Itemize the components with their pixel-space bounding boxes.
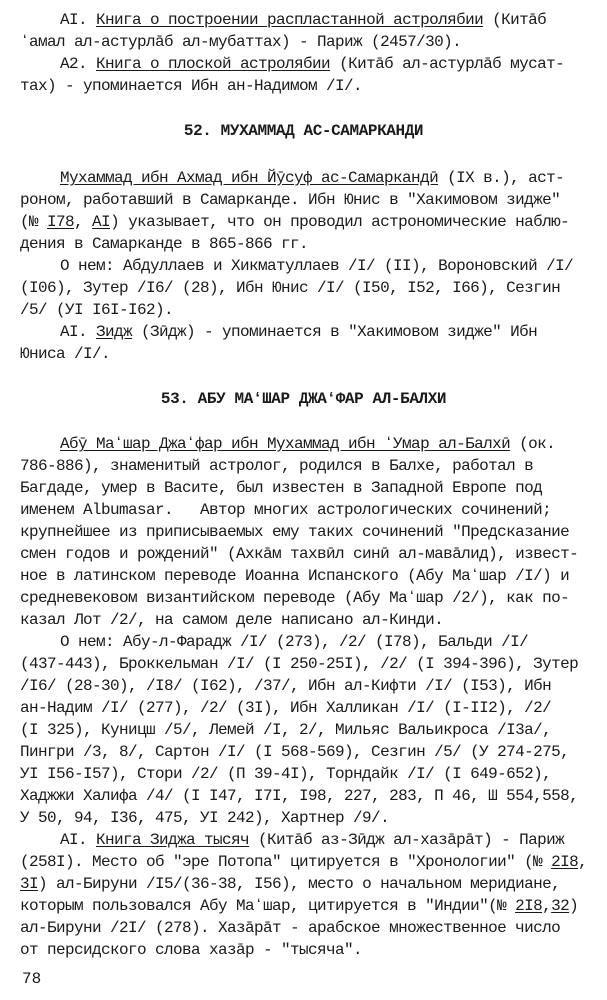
text-line	[20, 918, 560, 938]
underlined-title: Книга о построении распластанной астролябии	[96, 11, 484, 29]
text-run: ан-Надим /I/ (277), /2/ (3I), Ибн Халликан /I/ (I-II2), /2/	[20, 699, 552, 717]
text-run: ) указывает, что он проводил астрономические наблю-	[110, 213, 570, 231]
text-run: )	[569, 897, 579, 915]
text-line	[60, 54, 564, 74]
text-run: ,	[74, 213, 93, 231]
underlined-title: Абӯ Маʻшар Джаʻфар ибн Мухаммад ибн ʻУмар ал-Балхӣ	[60, 435, 511, 453]
text-run: (437-443), Броккельман /I/ (I 250-25I), /2/ (I 394-396), Зутер	[20, 655, 579, 673]
text-line	[20, 478, 542, 498]
underlined-title: Книга Зиджа тысяч	[96, 831, 250, 849]
text-line	[60, 632, 528, 652]
text-run: (I 325), Куницш /5/, Лемей /I, 2/, Мильяс Вальикроса /I3a/,	[20, 721, 552, 739]
section-heading: 52. МУХАММАД АС-САМАРКАНДИ	[183, 122, 424, 140]
text-run: /5/ (УI I6I-I62).	[20, 301, 174, 319]
text-line	[20, 896, 578, 916]
text-run: (Китāб аз-Зӣдж ал-хазāрāт) - Париж	[249, 831, 565, 849]
text-run: дения в Самарканде в 865-866 гг.	[20, 235, 309, 253]
text-run: 786-886), знаменитый астролог, родился в Балхе, работал в	[20, 457, 534, 475]
text-line	[20, 76, 362, 96]
text-run: УI I56-I57), Стори /2/ (П 39-4I), Торндайк /I/ (I 649-652),	[20, 765, 552, 783]
text-line	[60, 256, 573, 276]
underlined-title: Зидж	[96, 323, 133, 341]
text-line	[20, 610, 443, 630]
text-run: (Китāб ал-астурлāб мусат-	[330, 55, 565, 73]
text-run: У 50, 94, I36, 475, УI 242), Хартнер /9/.	[20, 809, 390, 827]
text-line	[20, 300, 173, 320]
text-run: О нем: Абдуллаев и Хикматуллаев /I/ (II), Вороновский /I/	[60, 257, 574, 275]
text-run: (I06), Зутер /I6/ (28), Ибн Юнис /I/ (I50, I52, I66), Сезгин	[20, 279, 561, 297]
text-run: Хаджжи Халифа /4/ (I I47, I7I, I98, 227, 283, П 46, Ш 554,558,	[20, 787, 579, 805]
text-line	[20, 500, 551, 520]
text-run: A2.	[60, 55, 97, 73]
page-number: 78	[22, 970, 42, 988]
text-run: ) ал-Бируни /I5/(36-38, I56), место о начальном меридиане,	[38, 875, 561, 893]
text-run: ,	[542, 897, 552, 915]
text-line	[20, 212, 569, 232]
text-run: которым пользовался Абу Маʻшар, цитируется в "Индии"(№	[20, 897, 516, 915]
text-run: (258I). Место об "эре Потопа" цитируется в "Хронологии" (№	[20, 853, 552, 871]
text-run: Пингри /3, 8/, Сартон /I/ (I 568-569), Сезгин /5/ (У 274-275,	[20, 743, 570, 761]
text-line	[60, 830, 564, 850]
text-line	[20, 852, 587, 872]
text-run: ,	[578, 853, 588, 871]
text-run: (IX в.), аст-	[438, 169, 565, 187]
underlined-title: Мухаммад ибн Ахмад ибн Йӯсуф ас-Самаркандӣ	[60, 169, 439, 187]
text-line	[20, 808, 389, 828]
text-line	[20, 278, 560, 298]
text-line	[20, 344, 110, 364]
section-heading: 53. АБУ МАʻШАР ДЖАʻФАР АЛ-БАЛХИ	[160, 390, 447, 408]
text-run: от персидского слова хазāр - "тысяча".	[20, 941, 363, 959]
text-line	[20, 676, 551, 696]
text-run: (Китāб	[483, 11, 547, 29]
underlined-title: 3I	[20, 875, 39, 893]
text-run: смен годов и рождений" (Ахкāм тахвӣл синӣ ал-мавāлид), извест-	[20, 545, 579, 563]
underlined-title: 32	[551, 897, 570, 915]
text-run: крупнейшее из приписываемых ему таких сочинений "Предсказание	[20, 523, 570, 541]
text-line	[20, 698, 551, 718]
text-line	[20, 234, 308, 254]
text-run: именем Albumasar. Автор многих астрологических сочинений;	[20, 501, 552, 519]
text-line	[60, 434, 555, 454]
text-line	[20, 940, 362, 960]
text-run: Багдаде, умер в Васите, был известен в Западной Европе под	[20, 479, 543, 497]
text-line	[60, 10, 546, 30]
text-line	[20, 544, 578, 564]
text-line	[20, 588, 569, 608]
text-line	[20, 874, 560, 894]
text-line	[20, 742, 569, 762]
text-line	[20, 720, 551, 740]
text-line	[20, 456, 533, 476]
text-run: средневековом византийском переводе (Абу Маʻшар /2/), как по-	[20, 589, 570, 607]
text-run: (ок.	[510, 435, 556, 453]
text-line	[20, 654, 578, 674]
underlined-title: 2I8	[515, 897, 543, 915]
underlined-title: I78	[47, 213, 75, 231]
text-run: Юниса /I/.	[20, 345, 111, 363]
text-run: ал-Бируни /2I/ (278). Хазāрāт - арабское множественное число	[20, 919, 561, 937]
text-run: ное в латинском переводе Иоанна Испанского (Абу Маʻшар /I/) и	[20, 567, 570, 585]
underlined-title: 2I8	[551, 853, 579, 871]
text-run: казал Лот /2/, на самом деле написано ал-Кинди.	[20, 611, 444, 629]
text-line	[20, 522, 569, 542]
text-run: AI.	[60, 323, 97, 341]
text-run: тах) - упоминается Ибн ан-Надимом /I/.	[20, 77, 363, 95]
text-run: роном, работавший в Самарканде. Ибн Юнис в "Хакимовом зидже"	[20, 191, 561, 209]
text-run: (№	[20, 213, 48, 231]
text-line	[60, 322, 537, 342]
text-line	[20, 566, 569, 586]
text-run: (Зӣдж) - упоминается в "Хакимовом зидже" Ибн	[132, 323, 538, 341]
text-line	[20, 764, 551, 784]
text-run: О нем: Абу-л-Фарадж /I/ (273), /2/ (I78), Бальди /I/	[60, 633, 529, 651]
underlined-title: Книга о плоской астролябии	[96, 55, 331, 73]
text-run: /I6/ (28-30), /I8/ (I62), /37/, Ибн ал-Кифти /I/ (I53), Ибн	[20, 677, 552, 695]
text-line	[60, 168, 564, 188]
text-run: ʻамал ал-астурлāб ал-мубаттах) - Париж (2457/30).	[20, 33, 462, 51]
text-run: AI.	[60, 11, 97, 29]
text-line	[20, 786, 578, 806]
underlined-title: AI	[92, 213, 111, 231]
text-line	[20, 32, 461, 52]
text-line	[20, 190, 560, 210]
text-run: AI.	[60, 831, 97, 849]
